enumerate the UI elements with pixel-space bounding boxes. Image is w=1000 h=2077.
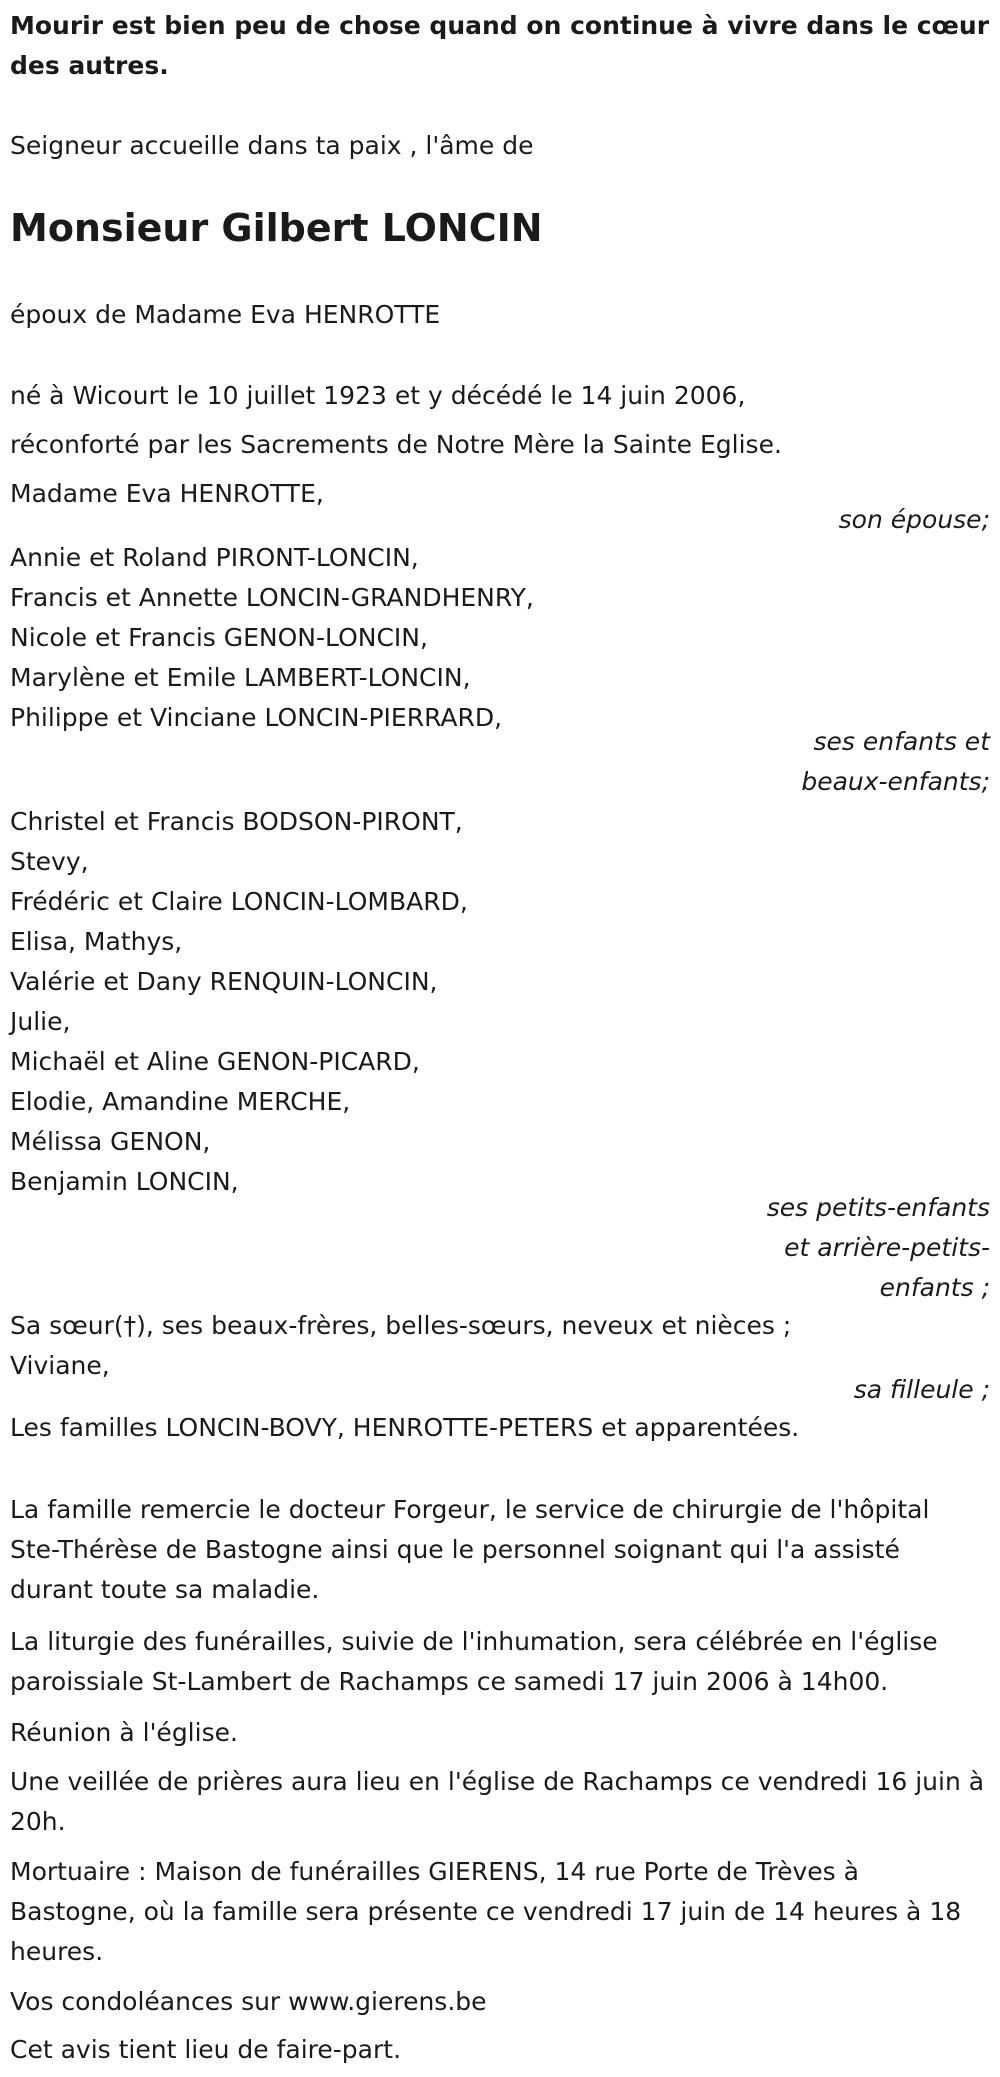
grandchildren-role-line: enfants ;: [879, 1273, 990, 1302]
notice-line: Cet avis tient lieu de faire-part.: [10, 2035, 402, 2064]
child-entry: Marylène et Emile LAMBERT-LONCIN,: [10, 663, 471, 692]
deceased-name: Monsieur Gilbert LONCIN: [10, 206, 543, 250]
child-entry: Annie et Roland PIRONT-LONCIN,: [10, 543, 419, 572]
children-role: [801, 722, 990, 802]
funeral-paragraph: La liturgie des funérailles, suivie de l'inhumation, sera célébrée en l'église paroissiale St-Lambert de Rachamps ce samedi 17 juin 2006 à 14h00.: [10, 1627, 938, 1696]
grandchild-entry: Elodie, Amandine MERCHE,: [10, 1087, 351, 1116]
grandchildren-role-line: ses petits-enfants: [766, 1193, 990, 1222]
grandchild-entry: Stevy,: [10, 847, 89, 876]
mortuary-paragraph: Mortuaire : Maison de funérailles GIERENS, 14 rue Porte de Trèves à Bastogne, où la famille sera présente ce vendredi 17 juin de 14 heures à 18 heures.: [10, 1857, 962, 1966]
vigil-paragraph: Une veillée de prières aura lieu en l'église de Rachamps ce vendredi 16 juin à 20h.: [10, 1767, 985, 1836]
grandchild-entry: Christel et Francis BODSON-PIRONT,: [10, 807, 463, 836]
birth-death-line: né à Wicourt le 10 juillet 1923 et y décédé le 14 juin 2006,: [10, 381, 746, 410]
spouse-line: époux de Madame Eva HENROTTE: [10, 300, 441, 329]
grandchildren-role-line: et arrière-petits-: [784, 1233, 990, 1262]
child-entry: Philippe et Vinciane LONCIN-PIERRARD,: [10, 703, 503, 732]
grandchild-entry: Julie,: [10, 1007, 71, 1036]
epitaph-quote: Mourir est bien peu de chose quand on continue à vivre dans le cœur des autres.: [10, 11, 990, 80]
meeting-paragraph: Réunion à l'église.: [10, 1718, 238, 1747]
goddaughter-name: Viviane,: [10, 1351, 110, 1380]
thanks-paragraph: La famille remercie le docteur Forgeur, le service de chirurgie de l'hôpital Ste-Thérèse de Bastogne ainsi que le personnel soignant qui l'a assisté durant toute sa maladie.: [10, 1495, 930, 1604]
sacraments-line: réconforté par les Sacrements de Notre Mère la Sainte Eglise.: [10, 430, 782, 459]
child-entry: Francis et Annette LONCIN-GRANDHENRY,: [10, 583, 534, 612]
goddaughter-role: sa filleule ;: [853, 1375, 990, 1404]
children-role-line: beaux-enfants;: [801, 767, 990, 796]
grandchild-entry: Benjamin LONCIN,: [10, 1167, 239, 1196]
siblings-line: Sa sœur(†), ses beaux-frères, belles-sœurs, neveux et nièces ;: [10, 1311, 792, 1340]
condolences-line: Vos condoléances sur www.gierens.be: [10, 1987, 487, 2016]
families-line: Les familles LONCIN-BOVY, HENROTTE-PETERS et apparentées.: [10, 1413, 800, 1442]
intro-line: Seigneur accueille dans ta paix , l'âme de: [10, 131, 534, 160]
grandchildren-role: [767, 1188, 990, 1308]
children-role-line: ses enfants et: [813, 727, 990, 756]
grandchild-entry: Michaël et Aline GENON-PICARD,: [10, 1047, 420, 1076]
grandchild-entry: Valérie et Dany RENQUIN-LONCIN,: [10, 967, 438, 996]
wife-role: son épouse;: [838, 505, 990, 534]
wife-name: Madame Eva HENROTTE,: [10, 479, 324, 508]
grandchild-entry: Elisa, Mathys,: [10, 927, 183, 956]
child-entry: Nicole et Francis GENON-LONCIN,: [10, 623, 428, 652]
grandchild-entry: Frédéric et Claire LONCIN-LOMBARD,: [10, 887, 468, 916]
grandchild-entry: Mélissa GENON,: [10, 1127, 211, 1156]
